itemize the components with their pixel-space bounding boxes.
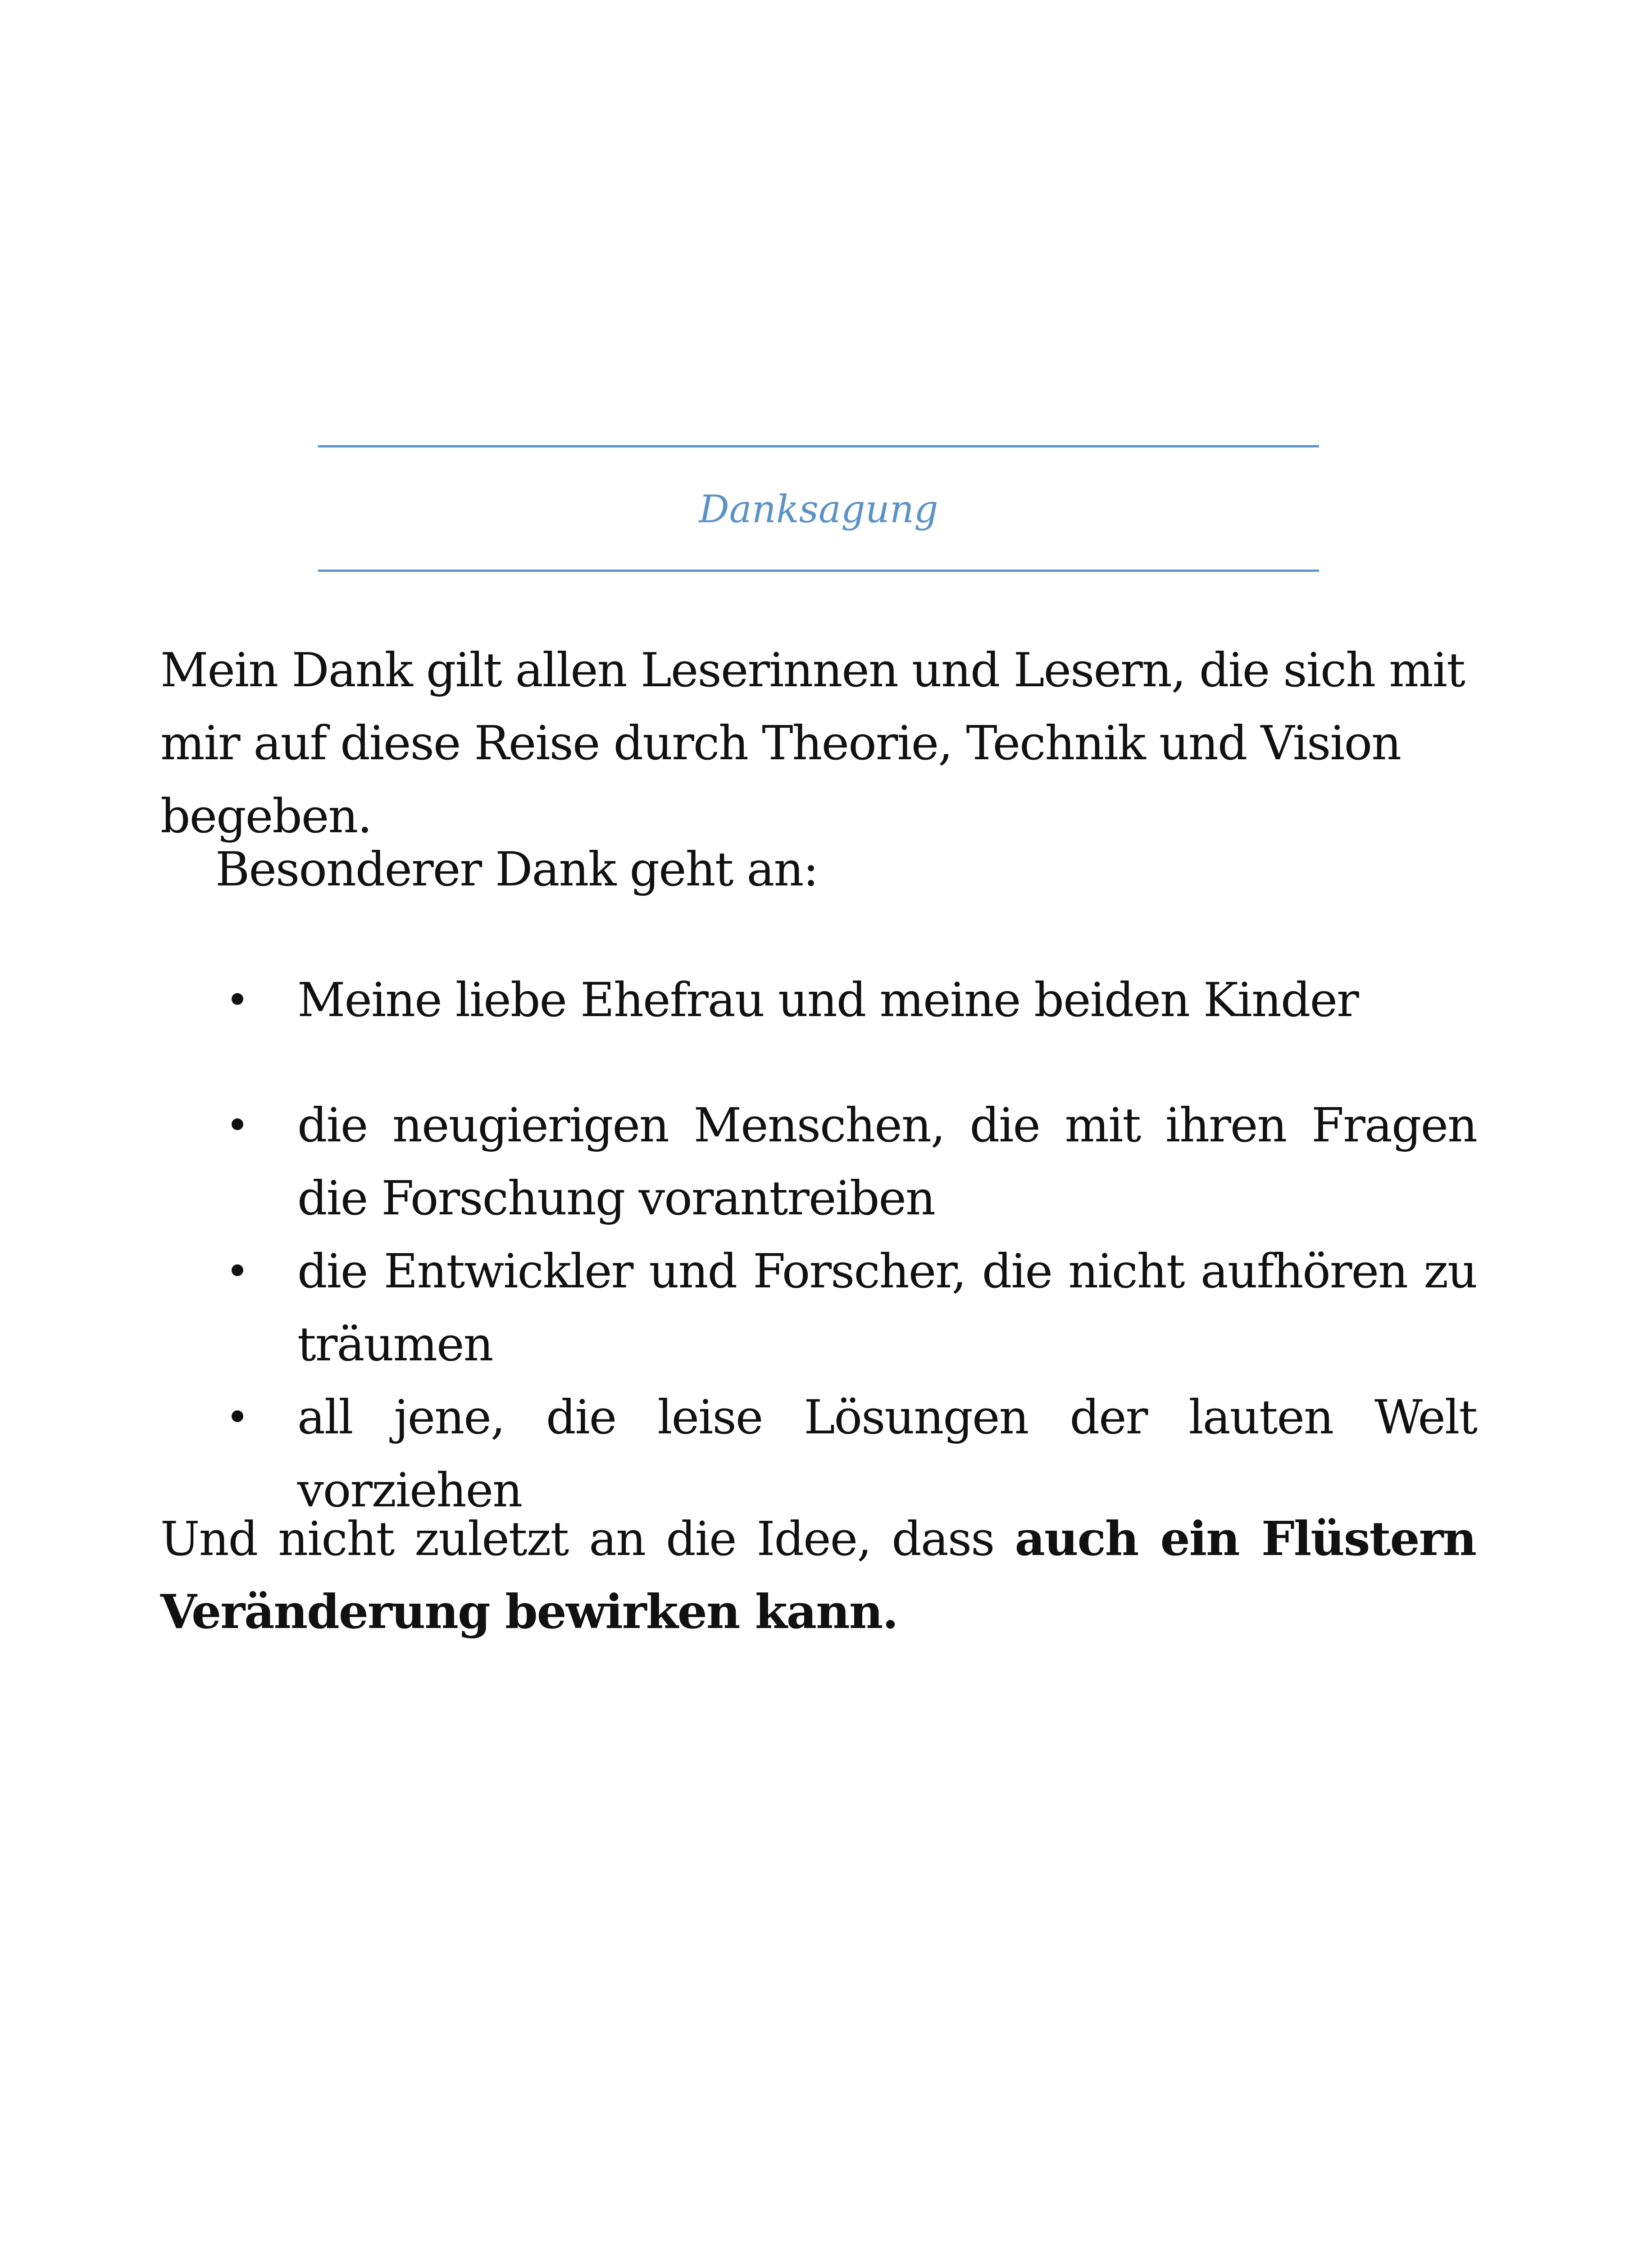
closing-emphasis-text: auch ein Flüstern Veränderung bewirken kann. bbox=[160, 1511, 1476, 1639]
list-item bbox=[215, 963, 1477, 1036]
bullet-icon bbox=[232, 1410, 243, 1422]
list-item bbox=[215, 1089, 1477, 1235]
section-heading bbox=[318, 445, 1319, 572]
list-item-text: all jene, die leise Lösungen der lauten Welt vorziehen bbox=[297, 1390, 1477, 1518]
bullet-icon bbox=[232, 1118, 243, 1130]
heading-title: Danksagung bbox=[699, 487, 938, 531]
bullet-icon bbox=[232, 1264, 243, 1276]
bullet-icon bbox=[232, 993, 243, 1005]
closing-lead-text: Und nicht zuletzt an die Idee, dass bbox=[160, 1511, 1015, 1566]
thanks-list bbox=[215, 963, 1477, 1527]
special-thanks-paragraph: Besonderer Dank geht an: bbox=[215, 842, 818, 897]
closing-paragraph bbox=[160, 1502, 1476, 1648]
heading-top-rule bbox=[318, 445, 1319, 447]
list-item-text: die Entwickler und Forscher, die nicht aufhören zu träumen bbox=[297, 1244, 1477, 1372]
heading-bottom-rule bbox=[318, 570, 1319, 572]
list-item-text: die neugierigen Menschen, die mit ihren Fragen die Forschung vorantreiben bbox=[297, 1098, 1477, 1226]
intro-paragraph: Mein Dank gilt allen Leserinnen und Lesern, die sich mit mir auf diese Reise durch Theorie, Technik und Vision begeben. bbox=[160, 643, 1465, 844]
list-item-text: Meine liebe Ehefrau und meine beiden Kinder bbox=[297, 972, 1358, 1027]
list-item bbox=[215, 1235, 1477, 1381]
